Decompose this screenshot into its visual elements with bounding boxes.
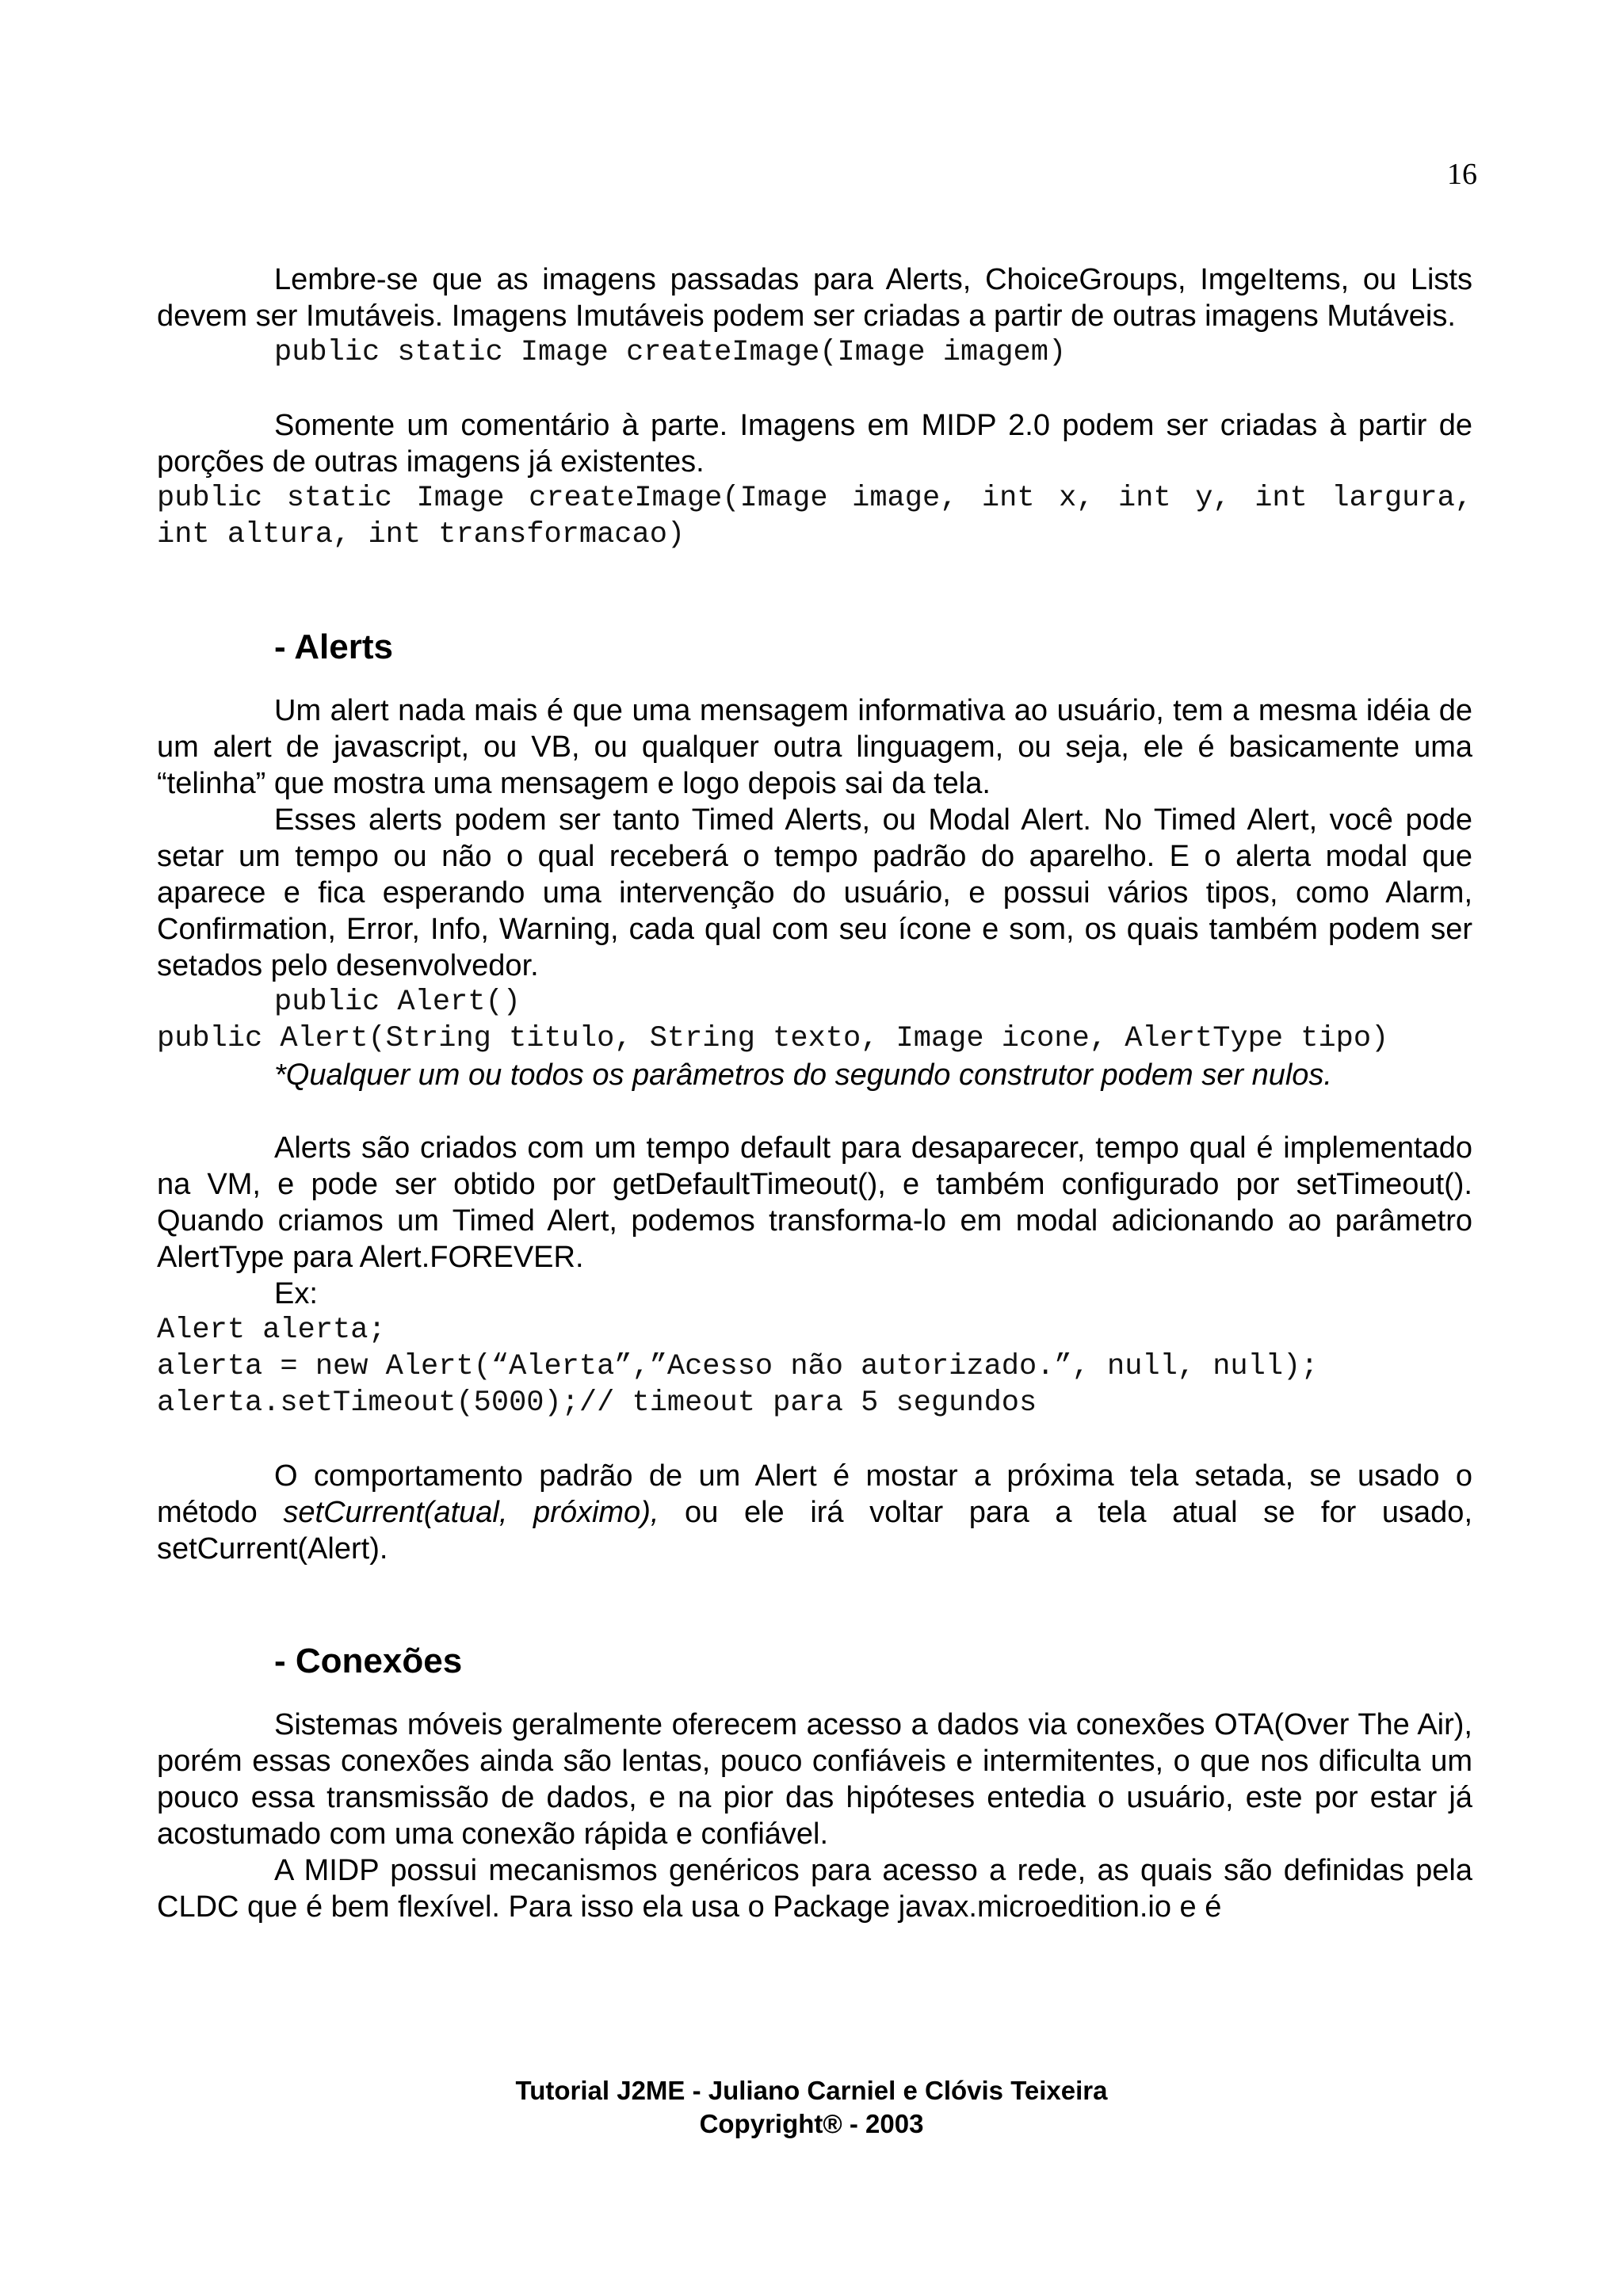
- paragraph: Sistemas móveis geralmente oferecem acesso a dados via conexões OTA(Over The Air), porém essas conexões ainda são lentas, pouco confiáveis e intermitentes, o que nos dificulta um pouco essa transmissão de dados, e na pior das hipóteses entedia o usuário, este por estar já acostumado com uma conexão rápida e confiável.: [157, 1708, 1472, 1851]
- code-block: public Alert(String titulo, String texto, Image icone, AlertType tipo): [157, 1022, 1389, 1055]
- spacer: [157, 1093, 1472, 1130]
- footer-copyright: Copyright® - 2003: [699, 2109, 924, 2138]
- paragraph: Somente um comentário à parte. Imagens em MIDP 2.0 podem ser criadas à partir de porções de outras imagens já existentes.: [157, 409, 1472, 479]
- spacer: [157, 1567, 1472, 1640]
- page-number: 16: [1447, 158, 1477, 191]
- paragraph: Lembre-se que as imagens passadas para Alerts, ChoiceGroups, ImgeItems, ou Lists devem ser Imutáveis. Imagens Imutáveis podem ser criadas a partir de outras imagens Mutáveis.: [157, 263, 1472, 333]
- paragraph-text: ou ele irá voltar para a tela atual se for usado, setCurrent(Alert).: [157, 1496, 1473, 1566]
- spacer: [157, 371, 1472, 407]
- paragraph: [157, 1458, 1472, 1567]
- spacer: [157, 553, 1472, 626]
- paragraph: Alerts são criados com um tempo default para desaparecer, tempo qual é implementado na VM, e pode ser obtido por getDefaultTimeout(), e também configurado por setTimeout(). Quando criamos um Timed Alert, podemos transforma-lo em modal adicionando ao parâmetro AlertType para Alert.FOREVER.: [157, 1131, 1472, 1274]
- emphasis-text: setCurrent(atual, próximo),: [283, 1496, 659, 1529]
- code-block: public static Image createImage(Image image, int x, int y, int largura, int altura, int transformacao): [157, 482, 1472, 551]
- code-line: public Alert(): [274, 986, 521, 1019]
- paragraph: Um alert nada mais é que uma mensagem informativa ao usuário, tem a mesma idéia de um alert de javascript, ou VB, ou qualquer outra linguagem, ou seja, ele é basicamente uma “telinha” que mostra uma mensagem e logo depois sai da tela.: [157, 694, 1472, 800]
- paragraph-text: O comportamento padrão de um Alert é mostar a próxima tela setada, se usado o método: [157, 1459, 1472, 1529]
- italic-note: *Qualquer um ou todos os parâmetros do segundo construtor podem ser nulos.: [274, 1058, 1332, 1092]
- section-heading-conexoes: - Conexões: [274, 1642, 463, 1680]
- section-heading-alerts: - Alerts: [274, 627, 393, 666]
- paragraph: Esses alerts podem ser tanto Timed Alerts, ou Modal Alert. No Timed Alert, você pode setar um tempo ou não o qual receberá o tempo padrão do aparelho. E o alerta modal que aparece e fica esperando uma intervenção do usuário, e possui vários tipos, como Alarm, Confirmation, Error, Info, Warning, cada qual com seu ícone e som, os quais também podem ser setados pelo desenvolvedor.: [157, 803, 1472, 982]
- page-body: [157, 261, 1472, 1925]
- spacer: [157, 1421, 1472, 1458]
- page-footer: [0, 2074, 1623, 2141]
- paragraph: Ex:: [274, 1277, 318, 1310]
- spacer: [157, 669, 1472, 692]
- paragraph: A MIDP possui mecanismos genéricos para acesso a rede, as quais são definidas pela CLDC que é bem flexível. Para isso ela usa o Package javax.microedition.io e é: [157, 1854, 1472, 1924]
- spacer: [157, 1683, 1472, 1707]
- code-block: Alert alerta; alerta = new Alert(“Alerta”,”Acesso não autorizado.”, null, null); alerta.setTimeout(5000);// timeout para 5 segundos: [157, 1314, 1319, 1420]
- code-line: public static Image createImage(Image imagem): [274, 336, 1067, 369]
- footer-title: Tutorial J2ME - Juliano Carniel e Clóvis Teixeira: [515, 2076, 1108, 2105]
